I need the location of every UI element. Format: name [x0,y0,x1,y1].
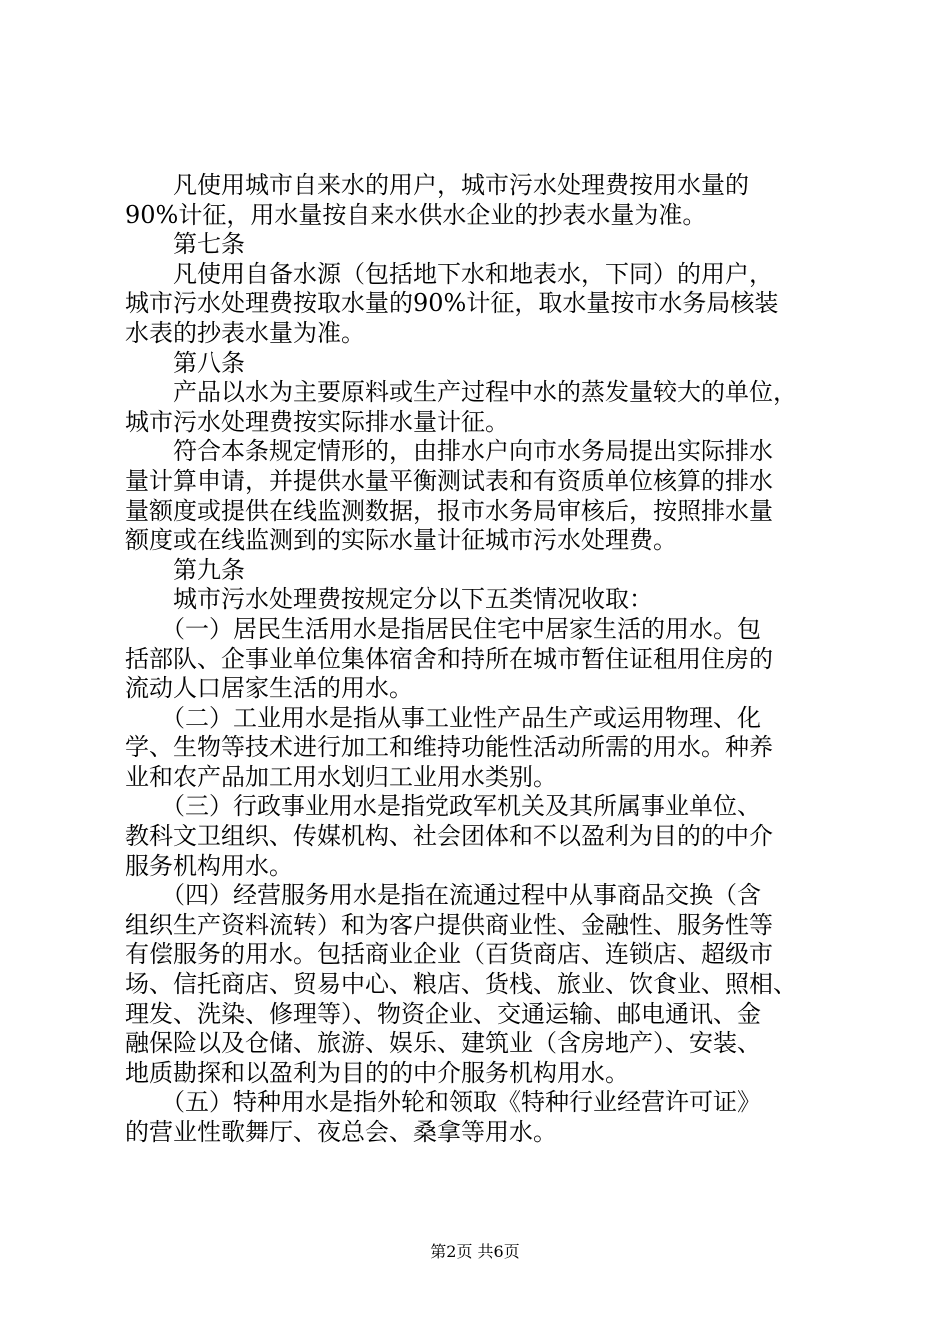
text-line: 场、信托商店、贸易中心、粮店、货栈、旅业、饮食业、照相、 [125,970,797,999]
text-line: 融保险以及仓储、旅游、娱乐、建筑业（含房地产）、安装、 [125,1029,761,1058]
text-line: 量计算申请，并提供水量平衡测试表和有资质单位核算的排水 [125,466,773,495]
text-line: 凡使用自备水源（包括地下水和地表水，下同）的用户， [125,259,773,288]
text-line: （二）工业用水是指从事工业性产品生产或运用物理、化 [125,703,761,732]
text-line: 地质勘探和以盈利为目的的中介服务机构用水。 [125,1058,629,1087]
text-line: 城市污水处理费按规定分以下五类情况收取： [125,585,653,614]
text-line: 90%计征，用水量按自来水供水企业的抄表水量为准。 [125,200,707,229]
text-line: 城市污水处理费按实际排水量计征。 [125,407,509,436]
text-line: 教科文卫组织、传媒机构、社会团体和不以盈利为目的的中介 [125,822,773,851]
text-line: 符合本条规定情形的，由排水户向市水务局提出实际排水 [125,437,773,466]
article-heading: 第九条 [125,555,245,584]
text-line: 组织生产资料流转）和为客户提供商业性、金融性、服务性等 [125,910,773,939]
article-heading: 第七条 [125,230,245,259]
text-line: 有偿服务的用水。包括商业企业（百货商店、连锁店、超级市 [125,940,773,969]
text-line: 凡使用城市自来水的用户，城市污水处理费按用水量的 [125,171,749,199]
text-line: 流动人口居家生活的用水。 [125,674,413,703]
page-footer [0,1242,950,1262]
text-line: 的营业性歌舞厅、夜总会、桑拿等用水。 [125,1118,557,1146]
text-line: 业和农产品加工用水划归工业用水类别。 [125,762,557,791]
text-line: （四）经营服务用水是指在流通过程中从事商品交换（含 [125,881,761,910]
text-line: 括部队、企事业单位集体宿舍和持所在城市暂住证租用住房的 [125,644,773,673]
text-line: （五）特种用水是指外轮和领取《特种行业经营许可证》 [125,1088,761,1117]
text-line: 额度或在线监测到的实际水量计征城市污水处理费。 [125,526,677,555]
page-number: 第2页 共6页 [430,1242,520,1261]
text-line: （三）行政事业用水是指党政军机关及其所属事业单位、 [125,792,761,821]
text-line: 产品以水为主要原料或生产过程中水的蒸发量较大的单位， [125,378,797,407]
text-line: 城市污水处理费按取水量的90%计征，取水量按市水务局核装 [125,289,779,318]
text-line: （一）居民生活用水是指居民住宅中居家生活的用水。包 [125,614,761,643]
text-line: 量额度或提供在线监测数据，报市水务局审核后，按照排水量 [125,496,773,525]
body-text [125,171,837,1148]
text-line: 理发、洗染、修理等）、物资企业、交通运输、邮电通讯、金 [125,999,761,1028]
article-heading: 第八条 [125,348,245,377]
text-line: 服务机构用水。 [125,851,293,880]
text-line: 学、生物等技术进行加工和维持功能性活动所需的用水。种养 [125,733,773,762]
text-line: 水表的抄表水量为准。 [125,318,365,347]
